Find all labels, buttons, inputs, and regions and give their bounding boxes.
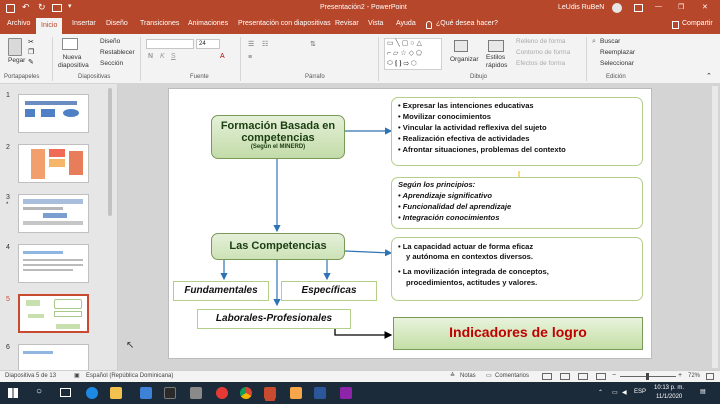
cut-icon[interactable]: ✂: [28, 39, 34, 46]
quick-styles-button[interactable]: Estilos rápidos: [486, 54, 508, 69]
restore-button[interactable]: ❐: [678, 4, 685, 11]
competencias-title: Las Competencias: [229, 240, 327, 252]
fit-slide-icon[interactable]: [706, 373, 714, 380]
thumb-number: 1: [6, 92, 10, 99]
bullet-2: • Movilizar conocimientos: [398, 112, 491, 121]
select-button[interactable]: Seleccionar: [600, 60, 634, 67]
reset-button[interactable]: Restablecer: [100, 49, 135, 56]
edge-icon[interactable]: [86, 387, 98, 399]
bullet-4: • Realización efectiva de actividades: [398, 134, 530, 143]
explorer-icon[interactable]: [110, 387, 122, 399]
collapse-ribbon-icon[interactable]: ⌃: [706, 73, 712, 80]
laborales-box[interactable]: Laborales-Profesionales: [197, 309, 351, 329]
underline-icon[interactable]: S: [171, 53, 176, 60]
group-clipboard-label: Portapapeles: [4, 74, 40, 80]
font-size-select[interactable]: [196, 39, 220, 49]
minimize-button[interactable]: —: [655, 3, 662, 10]
layout-button[interactable]: Diseño: [100, 38, 121, 45]
tab-diseno[interactable]: Diseño: [106, 20, 128, 27]
group-slides-label: Diapositivas: [78, 74, 111, 80]
thumb-number: 3: [6, 194, 10, 201]
tab-ayuda[interactable]: Ayuda: [396, 20, 416, 27]
arrange-button[interactable]: Organizar: [450, 56, 479, 63]
ribbon-display-icon[interactable]: [634, 4, 643, 12]
windows-taskbar: [0, 382, 720, 404]
numbering-icon[interactable]: ☷: [262, 41, 269, 48]
tab-archivo[interactable]: Archivo: [7, 20, 31, 27]
zoom-slider-thumb[interactable]: [646, 373, 649, 380]
tab-animaciones[interactable]: Animaciones: [188, 20, 229, 27]
competencias-box[interactable]: [211, 233, 345, 260]
volume-icon[interactable]: ◀: [622, 390, 627, 396]
media-icon[interactable]: [164, 387, 176, 399]
bullets-icon[interactable]: ☰: [248, 41, 255, 48]
share-button[interactable]: Compartir: [682, 20, 713, 27]
app-icon[interactable]: [216, 387, 228, 399]
language-status[interactable]: Español (República Dominicana): [86, 373, 174, 379]
slide-thumbnail-2[interactable]: [18, 144, 89, 183]
slide-thumbnail-5[interactable]: [18, 294, 89, 333]
ribbon-tabs: [0, 17, 720, 34]
network-icon[interactable]: ▭: [612, 390, 618, 396]
share-icon[interactable]: [672, 21, 679, 29]
customize-toolbar-icon[interactable]: ▾: [68, 3, 72, 10]
shape-effects-button[interactable]: Efectos de forma: [516, 60, 566, 67]
principio-1: • Aprendizaje significativo: [398, 191, 492, 200]
tab-inicio[interactable]: Inicio: [36, 18, 62, 34]
section-button[interactable]: Sección: [100, 60, 124, 67]
formacion-subtitle: (Según el MINERD): [250, 144, 306, 150]
tab-transiciones[interactable]: Transiciones: [140, 20, 180, 27]
slide-counter: Diapositiva 5 de 13: [5, 373, 57, 379]
powerpoint-taskbar-icon[interactable]: [264, 387, 276, 399]
formacion-box[interactable]: [211, 115, 345, 159]
slideshow-view-icon[interactable]: [596, 373, 606, 380]
status-bar: [0, 370, 720, 382]
tray-arrow-icon[interactable]: ⌃: [598, 390, 604, 396]
slide-thumbnail-6[interactable]: [18, 344, 89, 370]
copy-icon[interactable]: ❐: [28, 49, 35, 56]
paste-icon[interactable]: [8, 38, 22, 56]
clock-time[interactable]: 10:13 p. m.: [654, 385, 685, 391]
fundamentales-box[interactable]: Fundamentales: [173, 281, 269, 301]
reading-view-icon[interactable]: [578, 373, 588, 380]
group-font-label: Fuente: [190, 74, 209, 80]
app-3-icon[interactable]: [340, 387, 352, 399]
tab-insertar[interactable]: Insertar: [72, 20, 96, 27]
arrange-icon[interactable]: [454, 40, 468, 52]
word-icon[interactable]: [314, 387, 326, 399]
format-painter-icon[interactable]: ✎: [28, 59, 34, 66]
group-drawing-label: Dibujo: [470, 74, 488, 80]
bullet-1: • Expresar las intenciones educativas: [398, 101, 534, 110]
clock-date[interactable]: 11/1/2020: [656, 394, 683, 400]
search-taskbar-icon[interactable]: ○: [36, 386, 43, 397]
close-button[interactable]: ✕: [702, 4, 708, 11]
slide-thumbnail-4[interactable]: [18, 244, 89, 283]
formacion-title-2: competencias: [241, 132, 315, 144]
slide-thumbnails-pane: [0, 84, 118, 370]
mouse-cursor: ↖: [126, 340, 135, 351]
title-bar: [0, 0, 720, 17]
save-icon[interactable]: [6, 4, 15, 13]
thumb-number: 2: [6, 144, 10, 151]
slide-thumbnail-3[interactable]: [18, 194, 89, 233]
tell-me-search[interactable]: ¿Qué desea hacer?: [436, 20, 498, 27]
indicadores-box[interactable]: [393, 317, 643, 350]
present-icon[interactable]: [52, 4, 62, 12]
align-icon[interactable]: ≡: [248, 54, 253, 61]
zoom-level[interactable]: 72%: [688, 373, 701, 379]
tab-presentacion[interactable]: Presentación con diapositivas: [238, 20, 331, 27]
capacidad-box[interactable]: [391, 237, 643, 301]
redo-icon[interactable]: ↻: [38, 2, 46, 12]
principio-3: • Integración conocimientos: [398, 213, 500, 222]
indicadores-title: Indicadores de logro: [449, 324, 587, 340]
group-paragraph-label: Párrafo: [305, 74, 325, 80]
italic-icon[interactable]: K: [160, 53, 165, 60]
font-family-select[interactable]: [146, 39, 194, 49]
tab-revisar[interactable]: Revisar: [335, 20, 359, 27]
zoom-out-button[interactable]: −: [612, 372, 617, 379]
normal-view-icon[interactable]: [542, 373, 552, 380]
find-button[interactable]: Buscar: [600, 38, 621, 45]
formacion-title-1: Formación Basada en: [220, 120, 336, 132]
slide-thumbnail-1[interactable]: [18, 94, 89, 133]
movilizacion-line-1: • La movilización integrada de conceptos,: [398, 267, 549, 276]
bullet-5: • Afrontar situaciones, problemas del contexto: [398, 145, 566, 154]
thumb-number: 5: [6, 296, 10, 303]
notifications-icon[interactable]: ▤: [700, 389, 706, 395]
shapes-gallery[interactable]: ▭ ╲ ▢ ○ △ ⌐ ▱ ☆ ◇ ⬠ ⬭ ❴ ❵ ⇨ ⬡: [384, 38, 442, 70]
task-view-icon[interactable]: [60, 388, 71, 397]
arrow-competencias-to-capacidad: [345, 251, 391, 253]
principios-title: Según los principios:: [398, 180, 476, 189]
intenciones-box[interactable]: [391, 97, 643, 166]
capacidad-line-1: • La capacidad actuar de forma eficaz: [398, 242, 534, 251]
new-slide-icon[interactable]: [62, 38, 78, 50]
tab-vista[interactable]: Vista: [368, 20, 384, 27]
chrome-icon[interactable]: [240, 387, 252, 399]
lightbulb-icon: [426, 21, 432, 29]
bold-icon[interactable]: N: [148, 53, 154, 60]
ribbon: [0, 34, 720, 84]
zoom-in-button[interactable]: +: [678, 372, 683, 379]
shape-outline-button[interactable]: Contorno de forma: [516, 49, 571, 56]
notes-icon[interactable]: ≙: [450, 373, 456, 379]
avatar[interactable]: [612, 3, 622, 13]
store-icon[interactable]: [140, 387, 152, 399]
canvas-scrollbar[interactable]: [712, 86, 718, 368]
quick-styles-icon[interactable]: [488, 40, 504, 52]
camera-icon[interactable]: [190, 387, 202, 399]
undo-icon[interactable]: ↶: [22, 2, 30, 12]
slide-canvas: [118, 84, 720, 370]
slide-5[interactable]: [168, 88, 652, 359]
comments-button[interactable]: Comentarios: [495, 373, 530, 379]
spellcheck-icon[interactable]: ▣: [74, 373, 80, 379]
principio-2: • Funcionalidad del aprendizaje: [398, 202, 512, 211]
thumb-number: 6: [6, 344, 10, 351]
windows-start-icon[interactable]: [8, 388, 18, 398]
search-icon: ⌕: [592, 38, 596, 45]
app-2-icon[interactable]: [290, 387, 302, 399]
principios-box[interactable]: [391, 177, 643, 229]
comments-icon[interactable]: ▭: [486, 373, 492, 379]
capacidad-line-2: y autónoma en contextos diversos.: [406, 252, 534, 261]
paste-button[interactable]: Pegar: [8, 57, 26, 64]
font-color-icon[interactable]: A: [220, 53, 225, 60]
window-title: Presentación2 - PowerPoint: [320, 4, 407, 11]
especificas-box[interactable]: Específicas: [281, 281, 377, 301]
animation-star-icon: *: [6, 202, 9, 208]
sorter-view-icon[interactable]: [560, 373, 570, 380]
input-language[interactable]: ESP: [634, 389, 647, 395]
thumb-number: 4: [6, 244, 10, 251]
group-editing-label: Edición: [606, 74, 626, 80]
new-slide-button[interactable]: Nueva diapositiva: [58, 54, 89, 69]
shape-fill-button[interactable]: Relleno de forma: [516, 38, 566, 45]
thumbs-scrollbar[interactable]: [108, 88, 112, 216]
movilizacion-line-2: procedimientos, actitudes y valores.: [406, 278, 538, 287]
user-name[interactable]: LeUdis RuBeN: [558, 4, 605, 11]
notes-button[interactable]: Notas: [460, 373, 476, 379]
bullet-3: • Vincular la actividad reflexiva del sujeto: [398, 123, 547, 132]
replace-button[interactable]: Reemplazar: [600, 49, 636, 56]
text-direction-icon[interactable]: ⇅: [310, 41, 316, 48]
font-size-value: 24: [199, 41, 206, 47]
